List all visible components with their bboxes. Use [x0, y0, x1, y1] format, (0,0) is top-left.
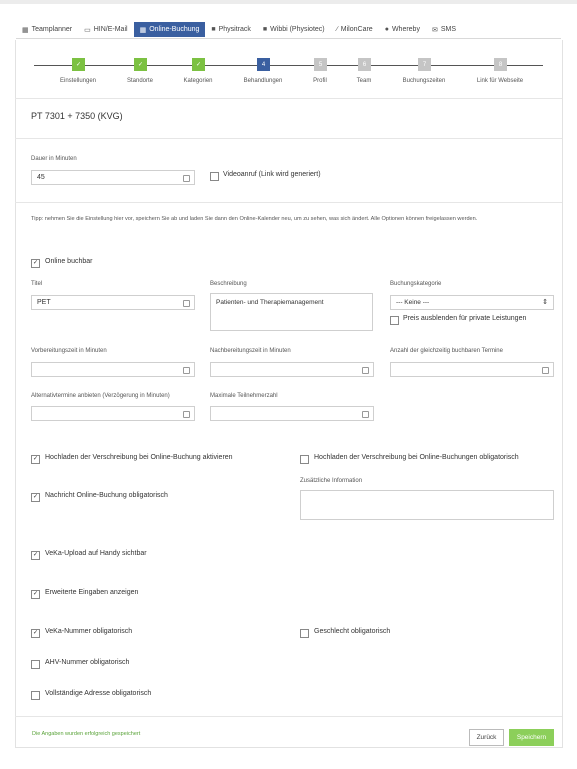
video-call-label: Videoanruf (Link wird generiert)	[223, 171, 321, 178]
treatment-title: PT 7301 + 7350 (KVG)	[31, 111, 123, 121]
prep-time-label: Vorbereitungszeit in Minuten	[31, 348, 107, 354]
wizard-progress-line	[34, 65, 543, 66]
duration-input[interactable]	[31, 170, 195, 185]
tab-hin-email[interactable]	[78, 22, 133, 37]
save-status-message: Die Angaben wurden erfolgreich gespeichert	[32, 731, 141, 737]
max-participants-input[interactable]	[210, 406, 374, 421]
upload-rx-required-label: Hochladen der Verschreibung bei Online-Buchungen obligatorisch	[314, 454, 519, 461]
tab-label: Wibbi (Physiotec)	[270, 26, 325, 33]
veka-upload-checkbox[interactable]: ✓	[32, 552, 39, 558]
wizard-step-7[interactable]: 7	[418, 58, 431, 71]
prep-time-input[interactable]	[31, 362, 195, 377]
duration-label: Dauer in Minuten	[31, 156, 77, 162]
link-icon: ∕	[336, 26, 338, 33]
wizard-step-5[interactable]: 5	[314, 58, 327, 71]
tab-sms[interactable]	[426, 22, 462, 37]
online-bookable-label: Online buchbar	[45, 258, 93, 265]
online-bookable-checkbox[interactable]: ✓	[32, 260, 39, 266]
category-value: --- Keine ---	[396, 299, 430, 306]
wizard-step-8[interactable]: 8	[494, 58, 507, 71]
veka-upload-label: VeKa-Upload auf Handy sichtbar	[45, 550, 147, 557]
category-select[interactable]	[390, 295, 554, 310]
wizard-step-label: Buchungszeiten	[402, 78, 446, 84]
concurrent-label: Anzahl der gleichzeitig buchbaren Termine	[390, 348, 503, 354]
tab-wibbi[interactable]	[257, 22, 331, 37]
input-addon-icon	[183, 367, 190, 374]
tab-label: Teamplanner	[31, 26, 73, 33]
tab-whereby[interactable]	[379, 22, 426, 37]
post-time-input[interactable]	[210, 362, 374, 377]
wizard-step-label: Profil	[313, 78, 327, 84]
input-addon-icon	[362, 367, 369, 374]
ahv-number-checkbox[interactable]	[31, 660, 40, 669]
video-icon: ■	[262, 26, 268, 33]
tab-label: HIN/E-Mail	[93, 26, 128, 33]
wizard-step-3[interactable]: ✓	[192, 58, 205, 71]
description-value: Patienten- und Therapiemanagement	[216, 299, 324, 306]
tab-label: SMS	[440, 26, 456, 33]
input-addon-icon	[183, 175, 190, 182]
divider	[15, 716, 562, 717]
message-required-label: Nachricht Online-Buchung obligatorisch	[45, 492, 168, 499]
gender-label: Geschlecht obligatorisch	[314, 628, 391, 635]
wizard-step-label: Link für Webseite	[476, 78, 524, 84]
wizard-step-6[interactable]: 6	[358, 58, 371, 71]
extra-info-label: Zusätzliche Information	[300, 478, 363, 484]
tab-online-buchung[interactable]	[134, 22, 206, 37]
divider	[15, 138, 562, 139]
divider	[15, 98, 562, 99]
veka-number-checkbox[interactable]: ✓	[32, 630, 39, 636]
divider	[15, 202, 562, 203]
input-addon-icon	[183, 411, 190, 418]
tab-label: Whereby	[391, 26, 420, 33]
alternative-label: Alternativtermine anbieten (Verzögerung in Minuten)	[31, 393, 170, 399]
input-addon-icon	[542, 367, 549, 374]
description-label: Beschreibung	[210, 281, 247, 287]
concurrent-input[interactable]	[390, 362, 554, 377]
tab-bar	[16, 22, 561, 39]
post-time-label: Nachbereitungszeit in Minuten	[210, 348, 291, 354]
extended-inputs-checkbox[interactable]: ✓	[32, 591, 39, 597]
wizard-step-label: Kategorien	[183, 78, 213, 84]
card-icon: ▭	[84, 26, 91, 34]
upload-rx-required-checkbox[interactable]	[300, 455, 309, 464]
calendar-icon: ▦	[22, 26, 29, 34]
tab-physitrack[interactable]	[205, 22, 257, 37]
video-call-checkbox[interactable]	[210, 172, 219, 181]
envelope-icon: ✉	[431, 26, 438, 34]
veka-number-label: VeKa-Nummer obligatorisch	[45, 628, 133, 635]
full-address-label: Vollständige Adresse obligatorisch	[45, 690, 152, 697]
max-participants-label: Maximale Teilnehmerzahl	[210, 393, 278, 399]
top-strip	[0, 0, 577, 4]
globe-icon: ●	[384, 26, 389, 33]
input-addon-icon	[362, 411, 369, 418]
title-value: PET	[37, 299, 51, 306]
back-button[interactable]: Zurück	[469, 729, 504, 746]
input-addon-icon	[183, 300, 190, 307]
extended-inputs-label: Erweiterte Eingaben anzeigen	[45, 589, 139, 596]
tab-label: Physitrack	[218, 26, 251, 33]
ahv-number-label: AHV-Nummer obligatorisch	[45, 659, 130, 666]
extra-info-textarea[interactable]	[300, 490, 554, 520]
message-required-checkbox[interactable]: ✓	[32, 494, 39, 500]
hide-price-checkbox[interactable]	[390, 316, 399, 325]
wizard-step-label: Behandlungen	[243, 78, 283, 84]
wizard-step-4[interactable]: 4	[257, 58, 270, 71]
title-input[interactable]	[31, 295, 195, 310]
tab-teamplanner[interactable]	[16, 22, 78, 37]
wizard-step-2[interactable]: ✓	[134, 58, 147, 71]
wizard-step-1[interactable]: ✓	[72, 58, 85, 71]
calendar-icon: ▦	[139, 26, 147, 34]
hide-price-label: Preis ausblenden für private Leistungen	[403, 315, 527, 322]
select-arrows-icon: ⇕	[542, 299, 548, 306]
tab-label: Online-Buchung	[149, 26, 200, 33]
tab-miloncare[interactable]	[331, 22, 379, 37]
save-button[interactable]: Speichern	[509, 729, 554, 746]
alternative-input[interactable]	[31, 406, 195, 421]
gender-checkbox[interactable]	[300, 629, 309, 638]
wizard-step-label: Team	[356, 78, 372, 84]
title-label: Titel	[31, 281, 43, 287]
description-textarea[interactable]	[210, 293, 373, 331]
tip-text: Tipp: nehmen Sie die Einstellung hier vor, speichern Sie ab und laden Sie dann den Online-Kalender neu, um zu sehen, was sich ändert. Alle Optionen können freigelassen werden.	[31, 216, 478, 222]
video-icon: ■	[211, 26, 216, 33]
full-address-checkbox[interactable]	[31, 691, 40, 700]
upload-rx-checkbox[interactable]: ✓	[32, 456, 39, 462]
duration-value: 45	[37, 174, 45, 181]
wizard-step-label: Einstellungen	[59, 78, 97, 84]
upload-rx-label: Hochladen der Verschreibung bei Online-Buchung aktivieren	[45, 454, 233, 461]
category-label: Buchungskategorie	[390, 281, 442, 287]
tab-label: MilonCare	[340, 26, 373, 33]
wizard-step-label: Standorte	[126, 78, 154, 84]
